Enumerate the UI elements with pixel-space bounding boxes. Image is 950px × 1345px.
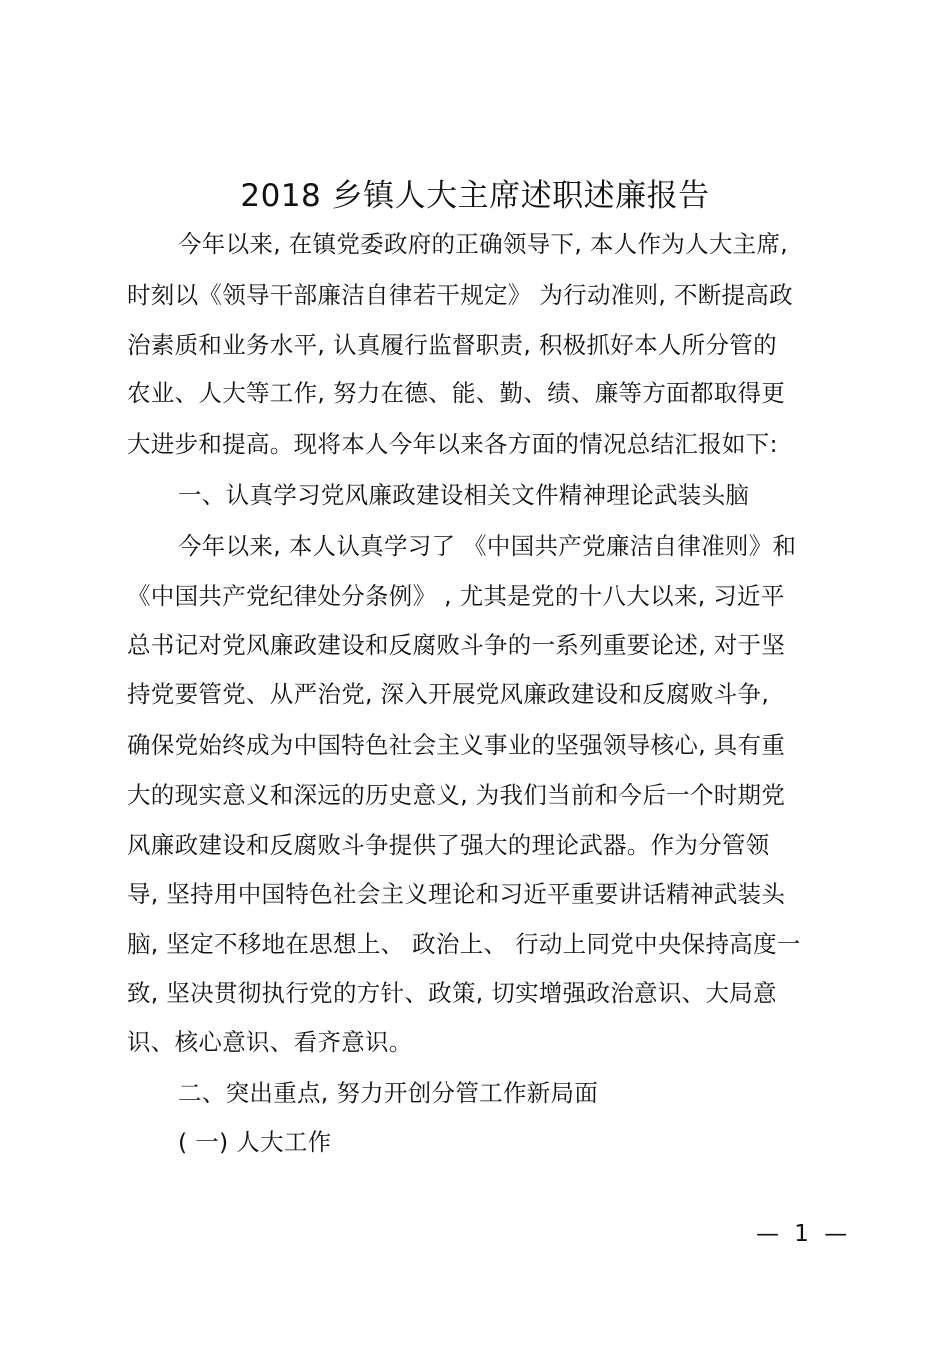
- paragraph-line: 治素质和业务水平, 认真履行监督职责, 积极抓好本人所分管的: [127, 331, 777, 359]
- paragraph-line: 导, 坚持用中国特色社会主义理论和习近平重要讲话精神武装头: [127, 880, 786, 908]
- section-heading: 一、认真学习党风廉政建设相关文件精神理论武装头脑: [178, 481, 750, 509]
- paragraph-line: 致, 坚决贯彻执行党的方针、政策, 切实增强政治意识、大局意: [127, 979, 777, 1007]
- paragraph-line: 时刻以《领导干部廉洁自律若干规定》 为行动准则, 不断提高政: [127, 281, 793, 309]
- subsection-heading: ( 一) 人大工作: [178, 1128, 332, 1156]
- paragraph-line: 确保党始终成为中国特色社会主义事业的坚强领导核心, 具有重: [127, 731, 786, 759]
- paragraph-line: 今年以来, 本人认真学习了 《中国共产党廉洁自律准则》和: [178, 532, 797, 560]
- paragraph-line: 识、核心意识、看齐意识。: [127, 1028, 413, 1056]
- paragraph-line: 脑, 坚定不移地在思想上、 政治上、 行动上同党中央保持高度一: [127, 930, 801, 958]
- paragraph-line: 持党要管党、从严治党, 深入开展党风廉政建设和反腐败斗争,: [127, 680, 770, 708]
- section-heading: 二、突出重点, 努力开创分管工作新局面: [178, 1079, 599, 1107]
- paragraph-line: 《中国共产党纪律处分条例》 , 尤其是党的十八大以来, 习近平: [127, 582, 785, 610]
- paragraph-line: 风廉政建设和反腐败斗争提供了强大的理论武器。作为分管领: [127, 831, 770, 859]
- paragraph-line: 今年以来, 在镇党委政府的正确领导下, 本人作为人大主席,: [178, 230, 789, 258]
- paragraph-line: 大进步和提高。现将本人今年以来各方面的情况总结汇报如下:: [127, 430, 778, 458]
- paragraph-line: 总书记对党风廉政建设和反腐败斗争的一系列重要论述, 对于坚: [127, 631, 786, 659]
- paragraph-line: 大的现实意义和深远的历史意义, 为我们当前和今后一个时期党: [127, 781, 786, 809]
- paragraph-line: 农业、人大等工作, 努力在德、能、勤、绩、廉等方面都取得更: [127, 379, 786, 407]
- document-title: 2018 乡镇人大主席述职述廉报告: [240, 178, 710, 214]
- page-number: — 1 —: [756, 1221, 852, 1247]
